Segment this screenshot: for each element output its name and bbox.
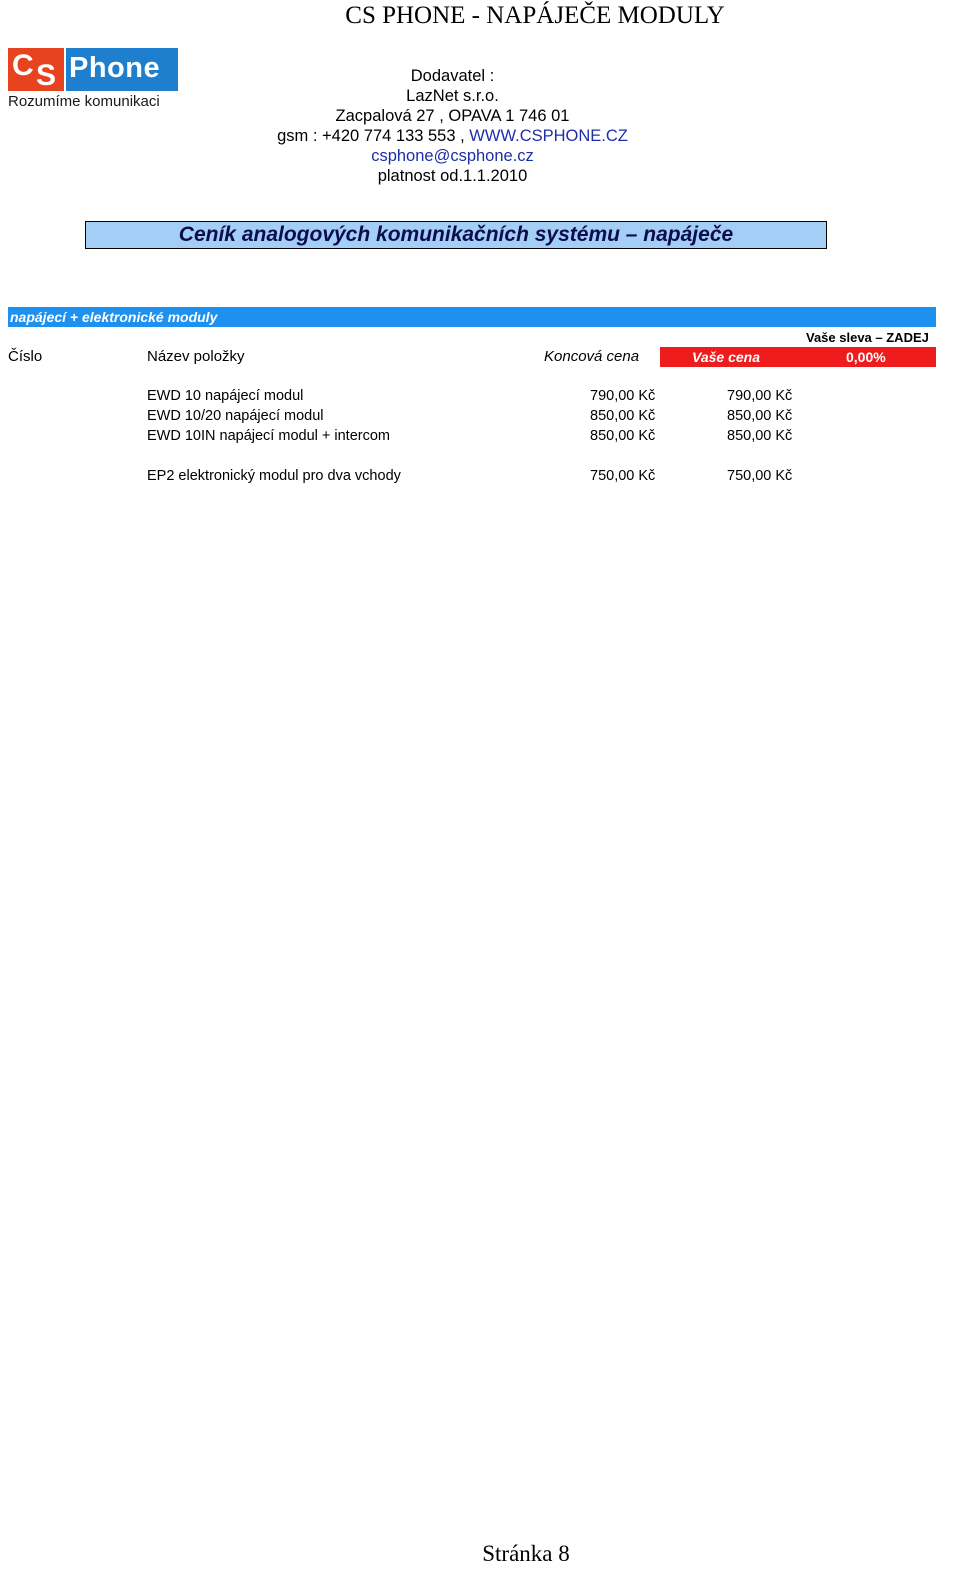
website-link[interactable]: WWW.CSPHONE.CZ <box>469 127 628 145</box>
item-your-price: 750,00 Kč <box>727 468 793 484</box>
table-row <box>0 468 960 488</box>
supplier-phone: gsm : +420 774 133 553 , <box>277 127 470 145</box>
table-row <box>0 408 960 428</box>
item-your-price: 850,00 Kč <box>727 408 793 424</box>
item-price: 750,00 Kč <box>590 468 656 484</box>
validity-date: platnost od.1.1.2010 <box>377 167 528 185</box>
logo-letter-s: S <box>36 59 57 92</box>
item-name: EWD 10/20 napájecí modul <box>147 408 324 424</box>
email-link[interactable]: csphone@csphone.cz <box>371 147 534 165</box>
item-price: 850,00 Kč <box>590 428 656 444</box>
csphone-logo <box>8 48 178 112</box>
supplier-phone-line <box>200 127 705 146</box>
pricelist-title: Ceník analogových komunikačních systému – napáječe <box>85 221 827 249</box>
logo-phone-block <box>66 48 178 91</box>
table-row <box>0 428 960 448</box>
logo-phone-text: Phone <box>69 52 161 84</box>
table-row <box>0 388 960 408</box>
item-name: EWD 10IN napájecí modul + intercom <box>147 428 390 444</box>
page-number: Stránka 8 <box>482 1541 570 1566</box>
logo-tagline: Rozumíme komunikaci <box>8 93 160 110</box>
item-your-price: 850,00 Kč <box>727 428 793 444</box>
col-header-name: Název položky <box>147 348 245 365</box>
item-name: EP2 elektronický modul pro dva vchody <box>147 468 401 484</box>
col-header-price: Koncová cena <box>544 348 640 365</box>
col-header-number: Číslo <box>8 348 43 365</box>
item-your-price: 790,00 Kč <box>727 388 793 404</box>
logo-cs-block <box>8 48 64 91</box>
document-title: CS PHONE - NAPÁJEČE MODULY <box>345 2 725 29</box>
supplier-address: Zacpalová 27 , OPAVA 1 746 01 <box>335 107 570 125</box>
supplier-company: LazNet s.r.o. <box>406 87 499 105</box>
section-header: napájecí + elektronické moduly <box>8 307 936 327</box>
col-header-your-price: Vaše cena <box>692 349 760 365</box>
item-price: 790,00 Kč <box>590 388 656 404</box>
discount-label: Vaše sleva – ZADEJ <box>806 330 929 345</box>
discount-input[interactable]: 0,00% <box>846 349 886 365</box>
supplier-label: Dodavatel : <box>410 67 495 85</box>
logo-letter-c: C <box>12 49 34 82</box>
item-price: 850,00 Kč <box>590 408 656 424</box>
item-name: EWD 10 napájecí modul <box>147 388 304 404</box>
